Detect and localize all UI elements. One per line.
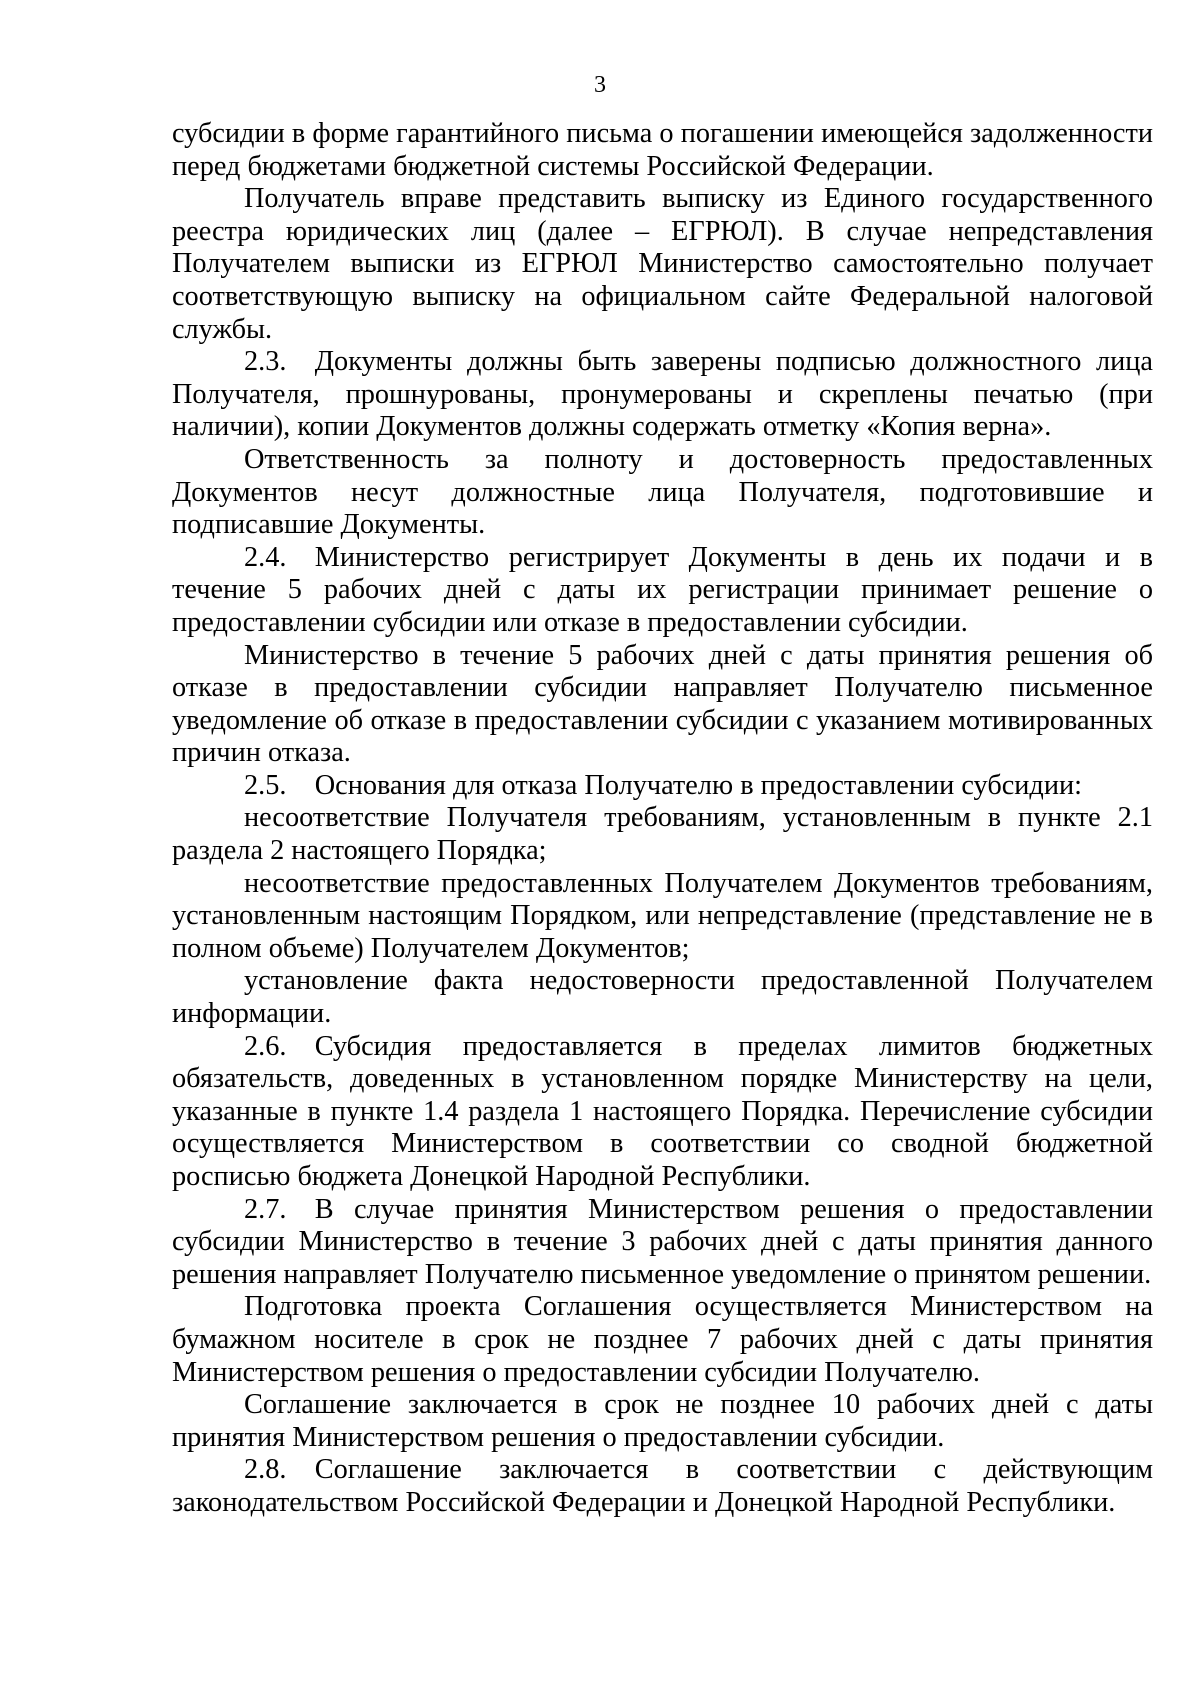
paragraph-2-3: 2.3. Документы должны быть заверены подписью должностного лица Получателя, прошнурованы, пронумерованы и скреплены печатью (при наличии), копии Документов должны содержать отметку «Копия верна». (172, 346, 1153, 443)
paragraph-egrul-extract: Получатель вправе представить выписку из Единого государственного реестра юридических лиц (далее – ЕГРЮЛ). В случае непредставления Получателем выписки из ЕГРЮЛ Министерство самостоятельно получает соответствующую выписку на официальном сайте Федеральной налоговой службы. (172, 183, 1153, 345)
paragraph-continuation: субсидии в форме гарантийного письма о погашении имеющейся задолженности перед бюджетами бюджетной системы Российской Федерации. (172, 118, 1153, 182)
page-number: 3 (594, 72, 606, 98)
paragraph-2-8: 2.8. Соглашение заключается в соответствии с действующим законодательством Российской Федерации и Донецкой Народной Республики. (172, 1454, 1153, 1518)
paragraph-refusal-ground-2: несоответствие предоставленных Получателем Документов требованиям, установленным настоящим Порядком, или непредставление (представление не в полном объеме) Получателем Документов; (172, 867, 1153, 964)
document-body (172, 118, 1153, 1520)
paragraph-responsibility: Ответственность за полноту и достоверность предоставленных Документов несут должностные лица Получателя, подготовившие и подписавшие Документы. (172, 443, 1153, 541)
paragraph-2-7: 2.7. В случае принятия Министерством решения о предоставлении субсидии Министерство в течение 3 рабочих дней с даты принятия данного решения направляет Получателю письменное уведомление о принятом решении. (172, 1193, 1153, 1290)
paragraph-refusal-ground-3: установление факта недостоверности предоставленной Получателем информации. (172, 965, 1153, 1030)
paragraph-2-4: 2.4. Министерство регистрирует Документы в день их подачи и в течение 5 рабочих дней с даты их регистрации принимает решение о предоставлении субсидии или отказе в предоставлении субсидии. (172, 541, 1153, 638)
paragraph-agreement-term: Соглашение заключается в срок не позднее 10 рабочих дней с даты принятия Министерством решения о предоставлении субсидии. (172, 1389, 1153, 1453)
paragraph-refusal-notice: Министерство в течение 5 рабочих дней с даты принятия решения об отказе в предоставлении субсидии направляет Получателю письменное уведомление об отказе в предоставлении субсидии с указанием мотивированных причин отказа. (172, 639, 1153, 769)
paragraph-2-6: 2.6. Субсидия предоставляется в пределах лимитов бюджетных обязательств, доведенных в установленном порядке Министерству на цели, указанные в пункте 1.4 раздела 1 настоящего Порядка. Перечисление субсидии осуществляется Министерством в соответствии со сводной бюджетной росписью бюджета Донецкой Народной Республики. (172, 1030, 1153, 1192)
paragraph-2-5: 2.5. Основания для отказа Получателю в предоставлении субсидии: (244, 769, 1082, 801)
paragraph-agreement-preparation: Подготовка проекта Соглашения осуществляется Министерством на бумажном носителе в срок не позднее 7 рабочих дней с даты принятия Министерством решения о предоставлении субсидии Получателю. (172, 1291, 1153, 1388)
paragraph-refusal-ground-1: несоответствие Получателя требованиям, установленным в пункте 2.1 раздела 2 настоящего Порядка; (172, 802, 1153, 867)
